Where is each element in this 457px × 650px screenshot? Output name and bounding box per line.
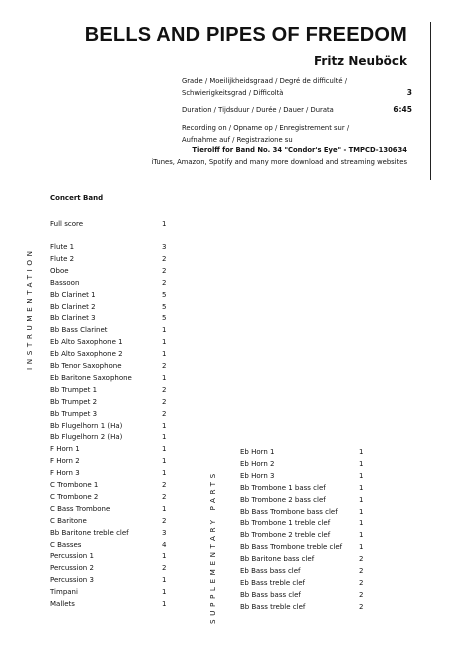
part-row (50, 277, 167, 289)
part-name: F Horn 2 (50, 457, 80, 466)
part-name: Timpani (50, 588, 78, 597)
part-qty: 1 (162, 445, 167, 454)
section-title: Concert Band (50, 194, 104, 202)
part-qty: 2 (359, 567, 364, 575)
part-qty: 1 (359, 507, 364, 516)
part-name: Bb Bass Trombone treble clef (240, 543, 343, 552)
recording-line-2: Aufnahme auf / Registrazione su (182, 136, 293, 144)
part-row (50, 408, 167, 420)
supplementary-side-label: SUPPLEMENTARY PARTS (208, 470, 217, 624)
part-qty: 2 (162, 362, 167, 370)
part-qty: 2 (359, 590, 364, 599)
part-qty: 2 (162, 481, 167, 489)
part-qty: 1 (162, 600, 167, 608)
part-qty: 2 (162, 409, 167, 418)
part-name: Bb Trombone 1 bass clef (240, 483, 326, 492)
part-name: Eb Horn 2 (240, 459, 275, 468)
part-name: Bb Baritone treble clef (50, 528, 129, 537)
part-qty: 1 (162, 421, 167, 430)
part-qty: 1 (162, 373, 167, 382)
part-name: Bb Bass treble clef (240, 602, 306, 611)
grade-line-1: Grade / Moeilijkheidsgraad / Degré de difficulté / (182, 77, 348, 85)
part-qty: 2 (162, 278, 167, 287)
part-row (50, 562, 167, 574)
part-name: Bb Trombone 2 bass clef (240, 495, 326, 504)
part-row (50, 574, 167, 586)
part-row (50, 360, 167, 372)
part-row (50, 241, 167, 253)
duration-label: Duration / Tijdsduur / Durée / Dauer / Durata (182, 106, 334, 114)
part-qty: 1 (359, 471, 364, 480)
part-name: C Trombone 1 (50, 481, 99, 489)
part-name: Flute 2 (50, 254, 75, 263)
part-qty: 2 (359, 578, 364, 587)
part-qty: 1 (359, 519, 364, 528)
part-qty: 3 (162, 243, 167, 251)
part-row (240, 494, 364, 506)
part-qty: 1 (162, 326, 167, 335)
part-row (240, 553, 364, 565)
part-qty: 2 (359, 602, 364, 611)
recording-line-1: Recording on / Opname op / Enregistrement sur / (182, 124, 350, 132)
part-name: Bb Trombone 1 treble clef (240, 519, 331, 528)
part-row (240, 565, 364, 577)
part-name: C Bass Trombone (50, 504, 111, 513)
part-row (50, 372, 167, 384)
part-name: Bb Clarinet 2 (50, 302, 96, 311)
part-qty: 2 (162, 254, 167, 263)
part-name: Bb Tenor Saxophone (50, 362, 122, 370)
part-name: Percussion 3 (50, 576, 94, 585)
part-qty: 1 (162, 433, 167, 442)
part-qty: 5 (162, 302, 167, 311)
part-qty: 4 (162, 540, 167, 549)
part-qty: 1 (162, 576, 167, 585)
part-name: Bb Trumpet 3 (50, 409, 98, 418)
part-row (50, 348, 167, 360)
part-qty: 2 (162, 385, 167, 394)
part-name: Bb Clarinet 1 (50, 290, 96, 299)
part-qty: 1 (359, 459, 364, 468)
part-row (50, 253, 167, 265)
part-name: Eb Horn 3 (240, 471, 275, 480)
part-row (50, 301, 167, 313)
part-name: Bb Clarinet 3 (50, 314, 96, 323)
part-qty: 1 (162, 350, 167, 359)
part-name: Bb Bass bass clef (240, 590, 301, 599)
part-qty: 1 (359, 483, 364, 492)
part-qty: 1 (359, 543, 364, 552)
instrumentation-side-label: INSTRUMENTATION (25, 247, 34, 370)
part-row (240, 517, 364, 529)
part-row (240, 589, 364, 601)
grade-value: 3 (406, 88, 412, 97)
part-name: Bb Trombone 2 treble clef (240, 531, 331, 540)
vertical-rule (430, 22, 431, 180)
part-row (50, 598, 167, 610)
part-row (240, 446, 364, 458)
recording-title: Tierolff for Band No. 34 "Condor's Eye" - TMPCD-130634 (192, 146, 407, 154)
part-row (50, 586, 167, 598)
part-qty: 5 (162, 314, 167, 323)
part-row (50, 467, 167, 479)
part-name: Mallets (50, 600, 75, 608)
part-name: Oboe (50, 266, 69, 275)
part-row (50, 265, 167, 277)
part-name: Eb Baritone Saxophone (50, 373, 132, 382)
part-name: Eb Horn 1 (240, 448, 275, 456)
part-row (50, 384, 167, 396)
part-row (50, 550, 167, 562)
part-row (50, 312, 167, 324)
part-name: Eb Bass bass clef (240, 567, 301, 575)
part-row (240, 482, 364, 494)
duration-line (182, 104, 412, 116)
part-qty: 1 (162, 504, 167, 513)
part-qty: 2 (162, 564, 167, 573)
part-row (240, 470, 364, 482)
part-qty: 2 (162, 516, 167, 525)
part-qty: 2 (359, 555, 364, 564)
part-row (50, 455, 167, 467)
part-name: Eb Alto Saxophone 1 (50, 338, 123, 347)
part-qty: 1 (162, 338, 167, 347)
part-row (50, 503, 167, 515)
part-row (50, 443, 167, 455)
part-name: Percussion 1 (50, 552, 94, 561)
part-qty: 1 (162, 552, 167, 561)
part-qty: 1 (359, 495, 364, 504)
part-qty: 2 (162, 397, 167, 406)
part-qty: 2 (162, 266, 167, 275)
part-qty: 1 (162, 469, 167, 478)
grade-label: Schwierigkeitsgrad / Difficoltà (182, 89, 284, 97)
part-name: Bb Bass Clarinet (50, 326, 108, 335)
part-name: Eb Bass treble clef (240, 578, 305, 587)
part-row (50, 515, 167, 527)
part-name: Eb Alto Saxophone 2 (50, 350, 123, 359)
part-name: C Baritone (50, 516, 87, 525)
part-qty: 1 (162, 588, 167, 597)
part-row (240, 506, 364, 518)
part-name: C Trombone 2 (50, 492, 99, 501)
part-row (240, 529, 364, 541)
part-row (50, 289, 167, 301)
part-qty: 2 (162, 492, 167, 501)
part-qty: 5 (162, 290, 167, 299)
part-name: Bassoon (50, 278, 80, 287)
composer-name: Fritz Neuböck (313, 54, 407, 68)
part-row (50, 527, 167, 539)
part-row (50, 431, 167, 443)
part-name: F Horn 1 (50, 445, 80, 454)
part-name: Bb Baritone bass clef (240, 555, 315, 564)
part-row (240, 541, 364, 553)
part-row (50, 420, 167, 432)
recording-sites: iTunes, Amazon, Spotify and many more download and streaming websites (151, 158, 407, 166)
part-row (240, 601, 364, 613)
part-name: Bb Trumpet 1 (50, 385, 98, 394)
part-name: Full score (50, 220, 84, 228)
grade-line-2 (182, 87, 412, 99)
part-row (50, 396, 167, 408)
part-name: Flute 1 (50, 243, 75, 251)
part-name: Percussion 2 (50, 564, 94, 573)
part-row (240, 458, 364, 470)
part-name: Bb Flugelhorn 2 (Ha) (50, 433, 123, 442)
part-name: Bb Flugelhorn 1 (Ha) (50, 421, 123, 430)
part-qty: 1 (162, 457, 167, 466)
part-name: Bb Bass Trombone bass clef (240, 507, 338, 516)
part-row (50, 218, 167, 230)
part-name: C Basses (50, 540, 82, 549)
part-qty: 1 (162, 220, 167, 228)
part-qty: 1 (359, 531, 364, 540)
part-row (50, 324, 167, 336)
part-qty: 1 (359, 448, 364, 456)
part-row (50, 491, 167, 503)
part-row (240, 577, 364, 589)
part-row (50, 539, 167, 551)
part-name: Bb Trumpet 2 (50, 397, 98, 406)
duration-value: 6:45 (393, 105, 412, 114)
part-row (50, 479, 167, 491)
part-name: F Horn 3 (50, 469, 80, 478)
part-row (50, 336, 167, 348)
page-title: BELLS AND PIPES OF FREEDOM (84, 24, 407, 46)
part-qty: 3 (162, 528, 167, 537)
